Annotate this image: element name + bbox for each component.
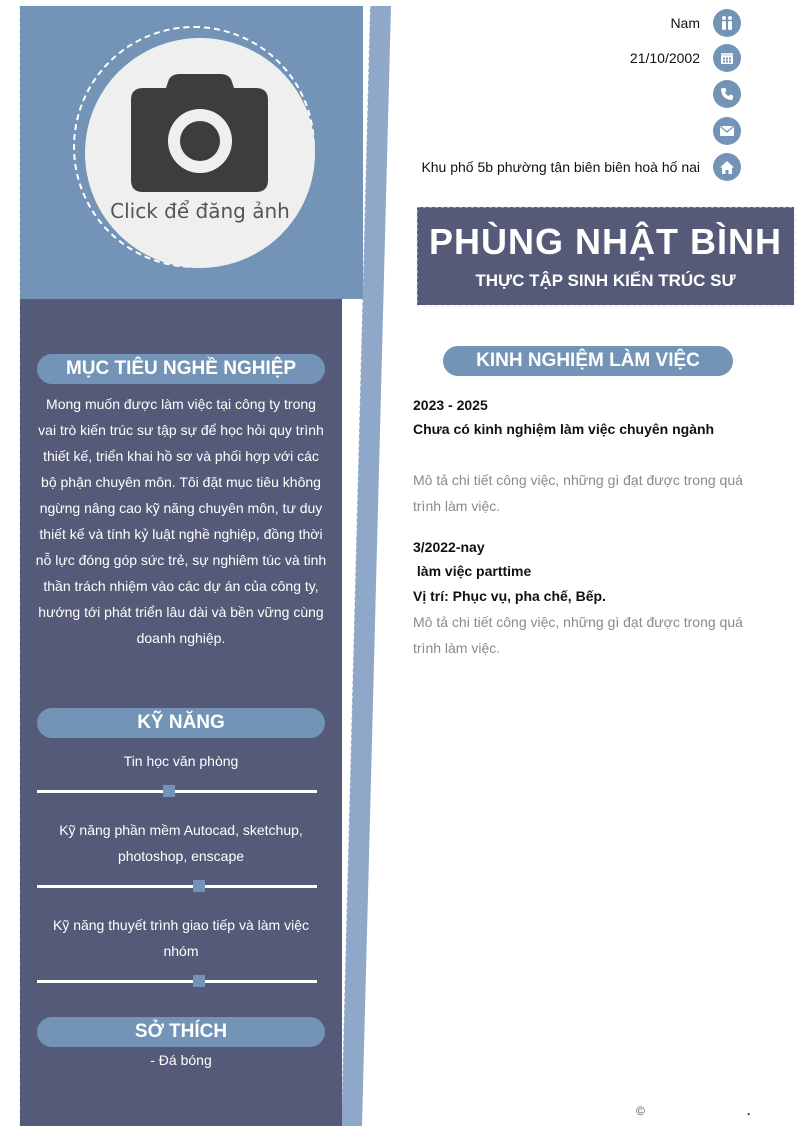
skill-label (37, 748, 325, 774)
skill-label-line: Kỹ năng thuyết trình giao tiếp và làm việc (52, 917, 310, 933)
contact-birthdate (630, 44, 741, 72)
objective-title: MỤC TIÊU NGHỀ NGHIỆP (37, 354, 325, 384)
experience-description-line: Mô tả chi tiết công việc, những gì đạt được trong quá (413, 614, 743, 630)
experience-description-line: Mô tả chi tiết công việc, những gì đạt được trong quá (413, 472, 743, 488)
full-name: PHÙNG NHẬT BÌNH (429, 221, 782, 262)
experience-period: 3/2022-nay (413, 539, 485, 555)
objective-line: vai trò kiến trúc sư tập sự để học hỏi quy trình (38, 422, 324, 438)
gender-icon (713, 9, 741, 37)
phone-icon (713, 80, 741, 108)
home-icon (713, 153, 741, 181)
experience-title: KINH NGHIỆM LÀM VIỆC (443, 346, 733, 376)
objective-line: thiết kế, triển khai hồ sơ và phối hợp với các (43, 448, 319, 464)
objective-line: nỗ lực đóng góp sức trẻ, sự nghiêm túc và tinh (35, 552, 327, 568)
skill-level-handle[interactable] (193, 880, 205, 892)
address-text: Khu phố 5b phường tân biên biên hoà hố nai (421, 159, 700, 175)
experience-description-line: trình làm việc. (413, 640, 501, 656)
contact-email (700, 117, 741, 145)
contact-gender (670, 9, 741, 37)
hobby-item: - Đá bóng (150, 1052, 212, 1068)
skill-label-line: photoshop, enscape (117, 848, 245, 864)
objective-line: doanh nghiệp. (136, 630, 226, 646)
objective-line: ngừng nâng cao kỹ năng chuyên môn, tư duy (39, 500, 323, 516)
camera-icon (130, 72, 270, 192)
experience-period: 2023 - 2025 (413, 397, 488, 413)
photo-upload-caption: Click để đăng ảnh (110, 199, 290, 223)
objective-line: bộ phận chuyên môn. Tôi đặt mục tiêu không (41, 474, 321, 490)
skill-label-line: Kỹ năng phần mềm Autocad, sketchup, (59, 822, 303, 838)
skill-level-slider[interactable] (37, 790, 317, 793)
hobbies-title: SỞ THÍCH (37, 1017, 325, 1047)
skill-label-line: Tin học văn phòng (123, 753, 239, 769)
skill-label (37, 817, 325, 869)
contact-phone (700, 80, 741, 108)
envelope-icon (713, 117, 741, 145)
contact-address (421, 153, 741, 181)
name-banner-border (414, 205, 798, 309)
objective-line: Mong muốn được làm việc tại công ty trong (46, 396, 316, 412)
footer-dot: . (747, 1104, 751, 1118)
calendar-icon (713, 44, 741, 72)
skill-level-handle[interactable] (163, 785, 175, 797)
objective-line: thần trách nhiệm vào các dự án của công ty, (43, 578, 319, 594)
experience-role: Vị trí: Phục vụ, pha chế, Bếp. (413, 588, 606, 604)
skill-level-handle[interactable] (193, 975, 205, 987)
skill-label (37, 912, 325, 964)
skill-label-line: nhóm (163, 943, 199, 959)
experience-heading: làm việc parttime (413, 563, 532, 579)
experience-description-line: trình làm việc. (413, 498, 501, 514)
objective-line: thiết kế và tính kỷ luật nghề nghiệp, đồng thời (39, 526, 323, 542)
objective-line: hướng tới phát triển lâu dài và bền vững cùng (38, 604, 324, 620)
birthdate-text: 21/10/2002 (629, 50, 700, 66)
experience-description (413, 467, 763, 519)
copyright-mark: © (636, 1104, 645, 1118)
skills-title: KỸ NĂNG (37, 708, 325, 738)
job-position: THỰC TẬP SINH KIẾN TRÚC SƯ (475, 271, 736, 290)
gender-text: Nam (670, 15, 700, 31)
skill-level-slider[interactable] (37, 885, 317, 888)
experience-heading: Chưa có kinh nghiệm làm việc chuyên ngành (413, 421, 715, 437)
skill-level-slider[interactable] (37, 980, 317, 983)
experience-description (413, 609, 763, 661)
objective-text (34, 391, 328, 651)
